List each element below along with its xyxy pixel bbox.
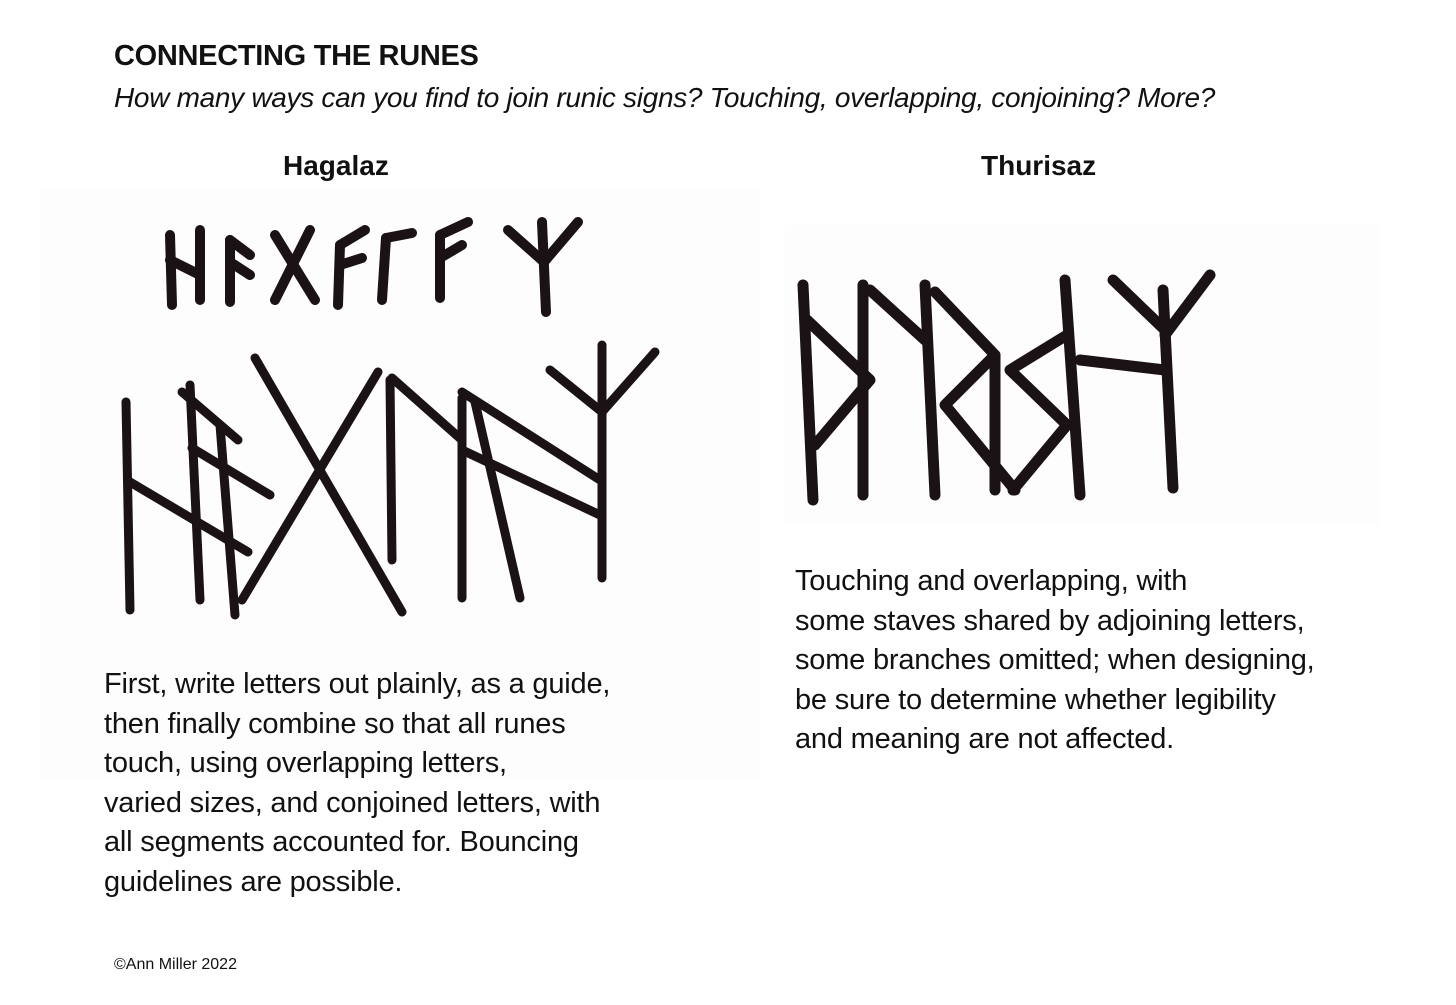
thurisaz-bindrune-drawing: [795, 260, 1225, 510]
hagalaz-description: First, write letters out plainly, as a guide, then finally combine so that all runes touch, using overlapping letters, varied sizes, and conjoined letters, with all segments accounted for. Bouncing guidelines are possible.: [104, 668, 611, 898]
hagalaz-plain-runes-drawing: [150, 200, 610, 330]
copyright-notice: ©Ann Miller 2022: [114, 956, 237, 973]
thurisaz-description: Touching and overlapping, with some staves shared by adjoining letters, some branches omitted; when designing, be sure to determine whether legibility and meaning are not affected.: [795, 565, 1315, 755]
hagalaz-bindrune-drawing: [110, 330, 670, 630]
page-subtitle: How many ways can you find to join runic signs? Touching, overlapping, conjoining? More?: [114, 82, 1215, 113]
thurisaz-heading: Thurisaz: [981, 150, 1097, 181]
hagalaz-heading: Hagalaz: [283, 150, 389, 181]
page-title: CONNECTING THE RUNES: [114, 40, 479, 72]
